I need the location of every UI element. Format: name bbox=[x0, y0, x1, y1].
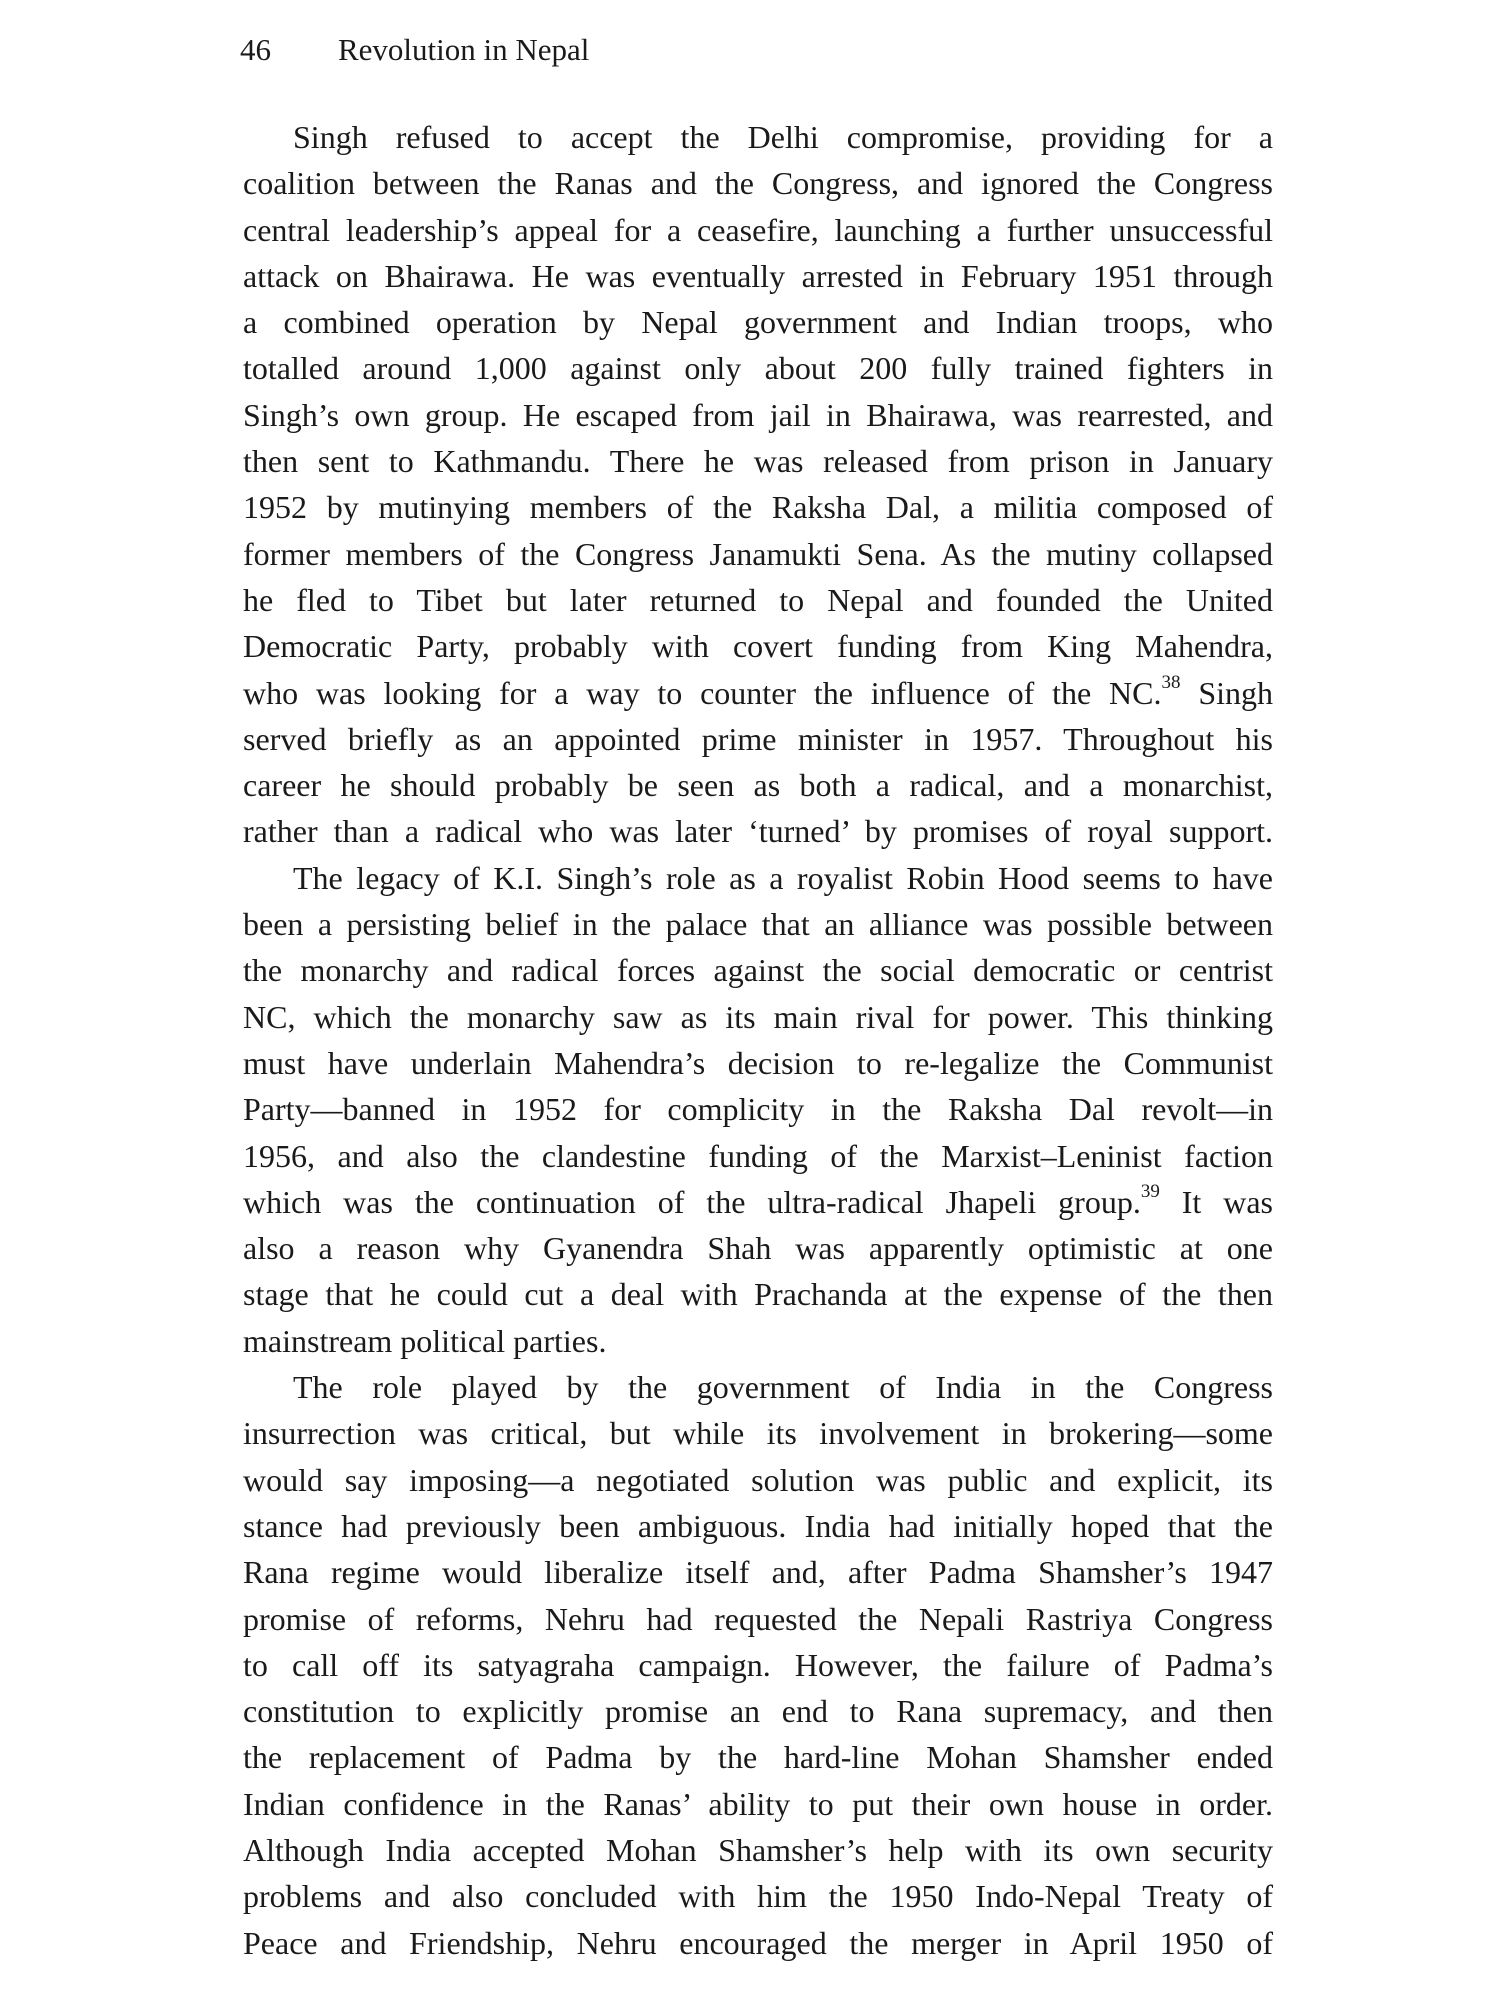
text-line: constitution to explicitly promise an end to Rana supremacy, and then bbox=[243, 1693, 1273, 1730]
text-line: then sent to Kathmandu. There he was released from prison in January bbox=[243, 443, 1273, 480]
text-segment: which was the continuation of the ultra-radical Jhapeli group. bbox=[243, 1183, 1141, 1220]
text-line: would say imposing—a negotiated solution was public and explicit, its bbox=[243, 1461, 1273, 1498]
footnote-marker-39[interactable]: 39 bbox=[1140, 1181, 1160, 1203]
paragraph-1 bbox=[243, 114, 1273, 855]
text-line: stage that he could cut a deal with Prachanda at the expense of the then bbox=[243, 1276, 1273, 1313]
text-line: been a persisting belief in the palace that an alliance was possible between bbox=[243, 906, 1273, 943]
text-segment: It was bbox=[1159, 1183, 1274, 1220]
text-line: to call off its satyagraha campaign. However, the failure of Padma’s bbox=[243, 1646, 1273, 1683]
text-line: career he should probably be seen as both a radical, and a monarchist, bbox=[243, 767, 1273, 804]
text-line: served briefly as an appointed prime minister in 1957. Throughout his bbox=[243, 720, 1273, 757]
text-line: the monarchy and radical forces against the social democratic or centrist bbox=[243, 952, 1273, 989]
text-line: Peace and Friendship, Nehru encouraged the merger in April 1950 of bbox=[243, 1924, 1273, 1961]
text-line: Singh’s own group. He escaped from jail in Bhairawa, was rearrested, and bbox=[243, 396, 1273, 433]
text-line: problems and also concluded with him the 1950 Indo-Nepal Treaty of bbox=[243, 1878, 1273, 1915]
text-line: stance had previously been ambiguous. India had initially hoped that the bbox=[243, 1507, 1273, 1544]
text-line: also a reason why Gyanendra Shah was apparently optimistic at one bbox=[243, 1230, 1273, 1267]
text-line: mainstream political parties. bbox=[243, 1322, 607, 1359]
text-line: attack on Bhairawa. He was eventually arrested in February 1951 through bbox=[243, 257, 1273, 294]
text-line-with-footnote bbox=[243, 1179, 1273, 1225]
text-line: The role played by the government of India in the Congress bbox=[293, 1369, 1273, 1406]
text-line: promise of reforms, Nehru had requested the Nepali Rastriya Congress bbox=[243, 1600, 1273, 1637]
text-line: totalled around 1,000 against only about 200 fully trained fighters in bbox=[243, 350, 1273, 387]
text-line: Singh refused to accept the Delhi compromise, providing for a bbox=[293, 119, 1273, 155]
paragraph-3 bbox=[243, 1364, 1273, 1966]
body-text bbox=[243, 114, 1273, 1966]
text-line-with-footnote bbox=[243, 670, 1273, 716]
text-line: must have underlain Mahendra’s decision to re-legalize the Communist bbox=[243, 1044, 1273, 1081]
text-line: Rana regime would liberalize itself and, after Padma Shamsher’s 1947 bbox=[243, 1554, 1273, 1591]
text-line: the replacement of Padma by the hard-line Mohan Shamsher ended bbox=[243, 1739, 1273, 1776]
text-line: 1956, and also the clandestine funding of the Marxist–Leninist faction bbox=[243, 1137, 1273, 1174]
text-line: Party—banned in 1952 for complicity in the Raksha Dal revolt—in bbox=[243, 1091, 1273, 1128]
text-line: he fled to Tibet but later returned to Nepal and founded the United bbox=[243, 581, 1273, 618]
book-title: Revolution in Nepal bbox=[338, 32, 590, 67]
text-line: former members of the Congress Janamukti Sena. As the mutiny collapsed bbox=[243, 535, 1273, 572]
text-segment: who was looking for a way to counter the influence of the NC. bbox=[243, 674, 1162, 711]
text-line: Although India accepted Mohan Shamsher’s help with its own security bbox=[243, 1831, 1273, 1868]
text-segment: Singh bbox=[1180, 674, 1274, 711]
footnote-marker-38[interactable]: 38 bbox=[1161, 671, 1181, 693]
text-line: central leadership’s appeal for a ceasefire, launching a further unsuccessful bbox=[243, 211, 1273, 248]
text-line: The legacy of K.I. Singh’s role as a royalist Robin Hood seems to have bbox=[293, 859, 1273, 896]
text-line: Democratic Party, probably with covert funding from King Mahendra, bbox=[243, 628, 1273, 665]
text-line: a combined operation by Nepal government and Indian troops, who bbox=[243, 304, 1273, 341]
page-number: 46 bbox=[240, 32, 271, 67]
text-line: 1952 by mutinying members of the Raksha Dal, a militia composed of bbox=[243, 489, 1273, 526]
text-line: coalition between the Ranas and the Congress, and ignored the Congress bbox=[243, 165, 1273, 202]
text-line: rather than a radical who was later ‘turned’ by promises of royal support. bbox=[243, 813, 1273, 850]
text-line: Indian confidence in the Ranas’ ability to put their own house in order. bbox=[243, 1785, 1273, 1822]
text-line: insurrection was critical, but while its involvement in brokering—some bbox=[243, 1415, 1273, 1452]
running-head bbox=[240, 30, 589, 70]
paragraph-2 bbox=[243, 855, 1273, 1364]
text-line: NC, which the monarchy saw as its main rival for power. This thinking bbox=[243, 998, 1273, 1035]
